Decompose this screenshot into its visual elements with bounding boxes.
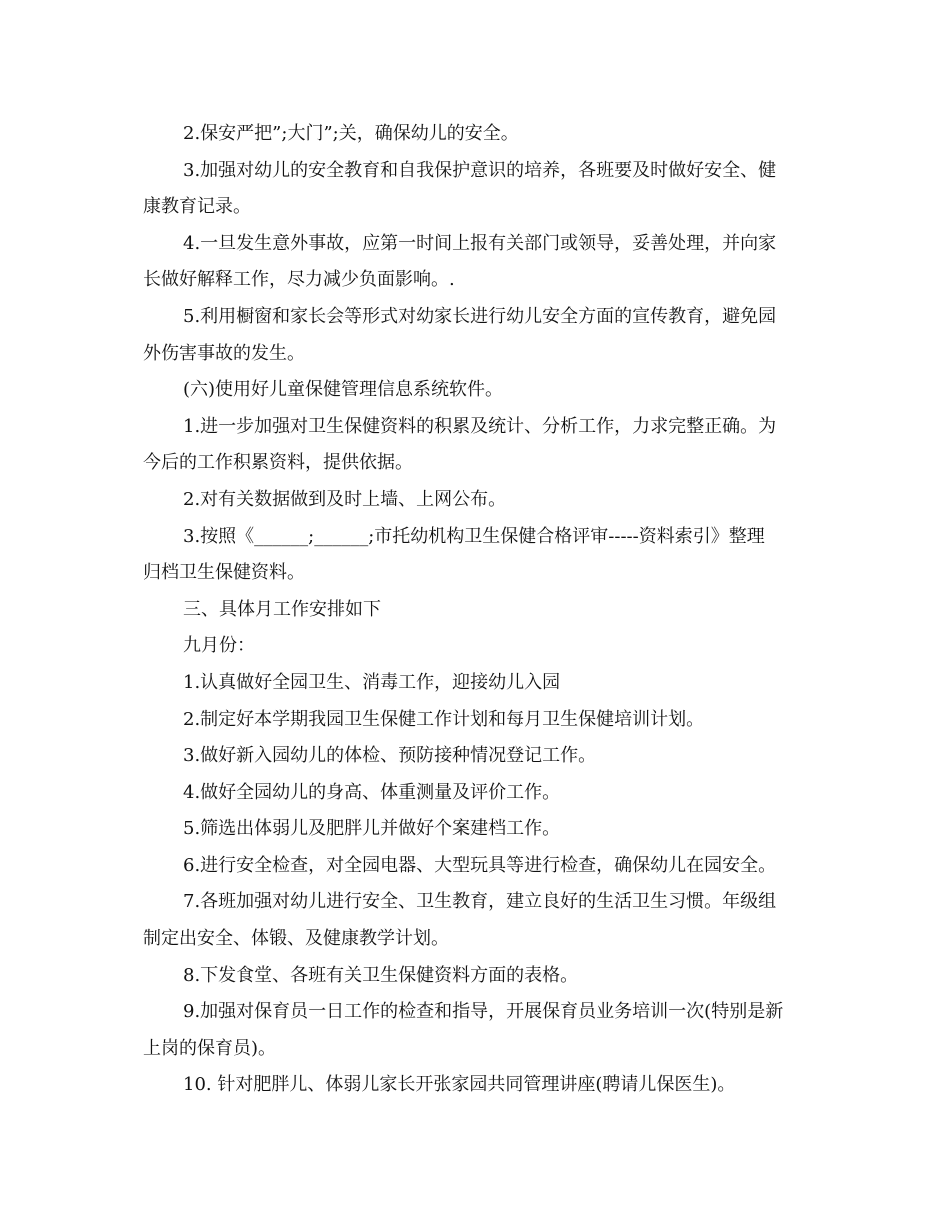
list-item: 6.进行安全检查，对全园电器、大型玩具等进行检查，确保幼儿在园安全。: [183, 854, 777, 876]
list-item: 3.做好新入园幼儿的体检、预防接种情况登记工作。: [183, 745, 597, 767]
month-heading: 九月份：: [183, 635, 255, 657]
paragraph-line: 长做好解释工作，尽力减少负面影响。.: [143, 269, 455, 291]
paragraph-line: 2.保安严把”;大门”;关，确保幼儿的安全。: [183, 123, 519, 144]
list-item: 1.认真做好全园卫生、消毒工作，迎接幼儿入园: [183, 671, 561, 693]
paragraph-line: 4.一旦发生意外事故，应第一时间上报有关部门或领导，妥善处理，并向家: [183, 232, 777, 254]
list-item: 10. 针对肥胖儿、体弱儿家长开张家园共同管理讲座(聘请儿保医生)。: [183, 1074, 736, 1096]
list-item-continuation: 制定出安全、体锻、及健康教学计划。: [143, 928, 449, 950]
list-item: 4.做好全园幼儿的身高、体重测量及评价工作。: [183, 781, 561, 803]
paragraph-line: 3.按照《______;______;市托幼机构卫生保健合格评审-----资料索引》整理: [183, 525, 765, 547]
list-item: 2.制定好本学期我园卫生保健工作计划和每月卫生保健培训计划。: [183, 708, 705, 730]
list-item: 5.筛选出体弱儿及肥胖儿并做好个案建档工作。: [183, 818, 561, 840]
section-heading: 三、具体月工作安排如下: [183, 598, 381, 620]
paragraph-line: 康教育记录。: [143, 196, 251, 218]
paragraph-line: 今后的工作积累资料，提供依据。: [143, 452, 413, 474]
document-body: [143, 116, 807, 1104]
paragraph-line: 归档卫生保健资料。: [143, 562, 305, 584]
paragraph-line: 5.利用橱窗和家长会等形式对幼家长进行幼儿安全方面的宣传教育，避免园: [183, 305, 777, 327]
paragraph-line: 2.对有关数据做到及时上墙、上网公布。: [183, 488, 507, 510]
list-item: 7.各班加强对幼儿进行安全、卫生教育，建立良好的生活卫生习惯。年级组: [183, 891, 777, 913]
paragraph-line: 3.加强对幼儿的安全教育和自我保护意识的培养，各班要及时做好安全、健: [183, 159, 777, 181]
list-item: 9.加强对保育员一日工作的检查和指导，开展保育员业务培训一次(特别是新: [183, 1001, 784, 1023]
paragraph-line: 外伤害事故的发生。: [143, 342, 305, 364]
list-item-continuation: 上岗的保育员)。: [143, 1037, 277, 1059]
list-item: 8.下发食堂、各班有关卫生保健资料方面的表格。: [183, 964, 579, 986]
paragraph-line: 1.进一步加强对卫生保健资料的积累及统计、分析工作，力求完整正确。为: [183, 415, 777, 437]
section-heading: (六)使用好儿童保健管理信息系统软件。: [183, 379, 504, 401]
